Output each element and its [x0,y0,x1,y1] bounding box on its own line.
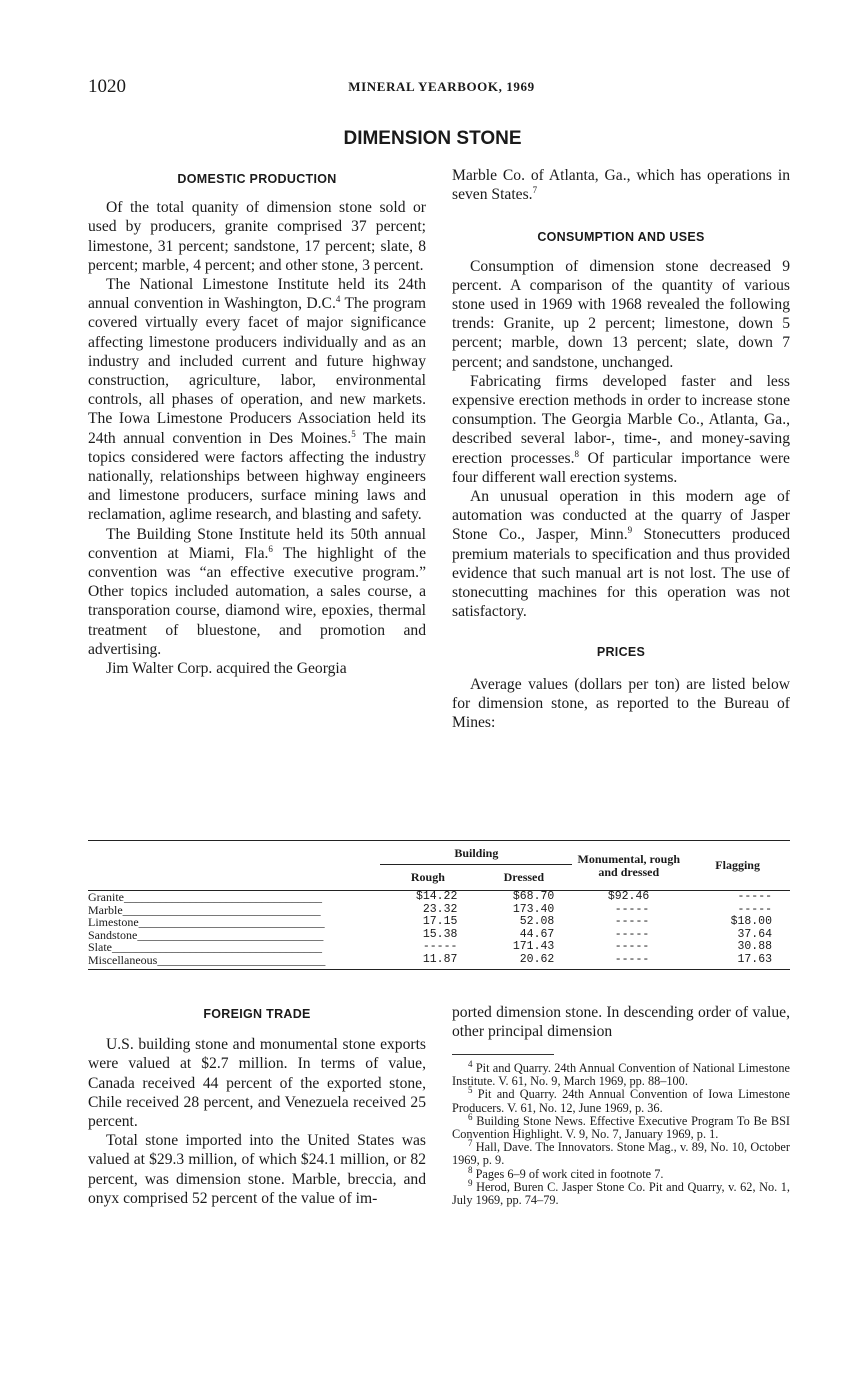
right-column-top [452,166,790,732]
table-row: Marble_________________________________ 23.32 173.40 ----- ----- [88,902,772,916]
footnote-5: $^5$ Pit and Quarry. 24th Annual Convention of Iowa Limestone Producers. V. 61, No. 12, June 1969, p. 36. [452,1085,790,1115]
domestic-paragraph-4: Jim Walter Corp. acquired the Georgia [106,660,347,678]
header-monumental: Monumental, rough and dressed [577,851,681,879]
domestic-paragraph-1: Of the total quanity of dimension stone sold or used by producers, granite comprised 37 percent; limestone, 31 percent; sandstone, 17 percent; slate, 8 percent; marble, 4 percent; and other stone, 3 percent. [88,199,426,274]
domestic-paragraph-2: The National Limestone Institute held its 24th annual convention in Washington, D.C.$^4$ The program covered virtually every facet of major significance affecting limestone producers individually and as an industry and included current and future highway construction, agriculture, labor, environmental controls, all phases of operation, and new markets. The Iowa Limestone Producers Association held its 24th annual convention in Des Moines.$^5$ The main topics considered were factors affecting the industry nationally, relationships between highway engineers and limestone producers, surface mining laws and reclamation, aglime research, and blasting and safety. [88,276,426,524]
heading-consumption-uses: CONSUMPTION AND USES [537,230,705,245]
footnote-9: $^9$ Herod, Buren C. Jasper Stone Co. Pit and Quarry, v. 62, No. 1, July 1969, pp. 74–79. [452,1177,791,1208]
running-title: MINERAL YEARBOOK, 1969 [348,79,535,94]
header-dressed: Dressed [503,870,545,884]
right-column-bottom [452,1003,790,1041]
table-row: Granite_________________________________ $14.22 $68.70 $92.46 ----- [88,890,772,904]
consumption-paragraph-3: An unusual operation in this modern age of automation was conducted at the quarry of Jasper Stone Co., Jasper, Minn.$^9$ Stonecutters produced premium materials to specification and thus provided evidence that such manual art is not lost. The use of stonecutting machines for this operation was not satisfactory. [452,488,790,621]
domestic-paragraph-4-continued: Marble Co. of Atlanta, Ga., which has operations in seven States.$^7$ [452,167,790,204]
footnotes [452,1058,791,1208]
header-rough: Rough [410,870,445,884]
table-row: Sandstone_______________________________ 15.38 44.67 ----- 37.64 [88,927,772,941]
foreign-paragraph-1: U.S. building stone and monumental stone exports were valued at $2.7 million. In terms of value, Canada received 44 percent of the exported stone, Chile received 28 percent, and Venezuela received 25 percent. [88,1036,426,1131]
header-building: Building [380,841,572,865]
consumption-paragraph-1: Consumption of dimension stone decreased 9 percent. A comparison of the quantity of various stone used in 1969 with 1968 revealed the following trends: Granite, up 2 percent; limestone, down 5 percent; marble, down 13 percent; slate, down 7 percent; and sandstone, unchanged. [452,257,790,371]
footnote-4: $^4$ Pit and Quarry. 24th Annual Convention of National Limestone Institute. V. 61, No. 9, March 1969, pp. 88–100. [452,1058,790,1089]
footnote-divider [452,1054,554,1055]
page-title: DIMENSION STONE [343,128,522,149]
table-row: Miscellaneous____________________________ 11.87 20.62 ----- 17.63 [88,954,790,970]
left-column-top [88,170,426,678]
footnote-6: $^6$ Building Stone News. Effective Executive Program To Be BSI Convention Highlight. V. 9, No. 7, January 1969, p. 1. [452,1111,791,1142]
heading-foreign-trade: FOREIGN TRADE [203,1007,311,1021]
header-flagging: Flagging [715,858,760,872]
page-number: 1020 [88,76,126,97]
footnote-8: $^8$ Pages 6–9 of work cited in footnote 7. [468,1164,664,1181]
left-column-bottom [88,1005,426,1208]
consumption-paragraph-2: Fabricating firms developed faster and less expensive erection methods in order to increase stone consumption. The Georgia Marble Co., Atlanta, Ga., described several labor-, time-, and money-saving erection processes.$^8$ Of particular importance were four different wall erection systems. [452,372,790,486]
foreign-paragraph-2: Total stone imported into the United States was valued at $29.3 million, of which $24.1 million, or 82 percent, was dimension stone. Marble, breccia, and onyx comprised 52 percent of the value of im- [88,1132,426,1207]
footnote-7: $^7$ Hall, Dave. The Innovators. Stone Mag., v. 89, No. 10, October 1969, p. 9. [452,1138,790,1168]
price-table [88,840,790,970]
foreign-paragraph-2-continued: ported dimension stone. In descending order of value, other principal dimension [452,1004,790,1041]
page-header [88,76,795,98]
table-row: Slate___________________________________ ----- 171.43 ----- 30.88 [88,940,772,954]
domestic-paragraph-3: The Building Stone Institute held its 50th annual convention at Miami, Fla.$^6$ The highlight of the convention was “an effective executive program.” Other topics included automation, a sales course, a transporation course, diamond wire, epoxies, thermal treatment of bluestone, and promotion and advertising. [88,525,426,658]
prices-paragraph-1: Average values (dollars per ton) are listed below for dimension stone, as reported to the Bureau of Mines: [452,675,790,732]
heading-domestic-production: DOMESTIC PRODUCTION [177,172,337,186]
table-row: Limestone_______________________________ 17.15 52.08 ----- $18.00 [88,915,772,929]
heading-prices: PRICES [596,645,646,660]
